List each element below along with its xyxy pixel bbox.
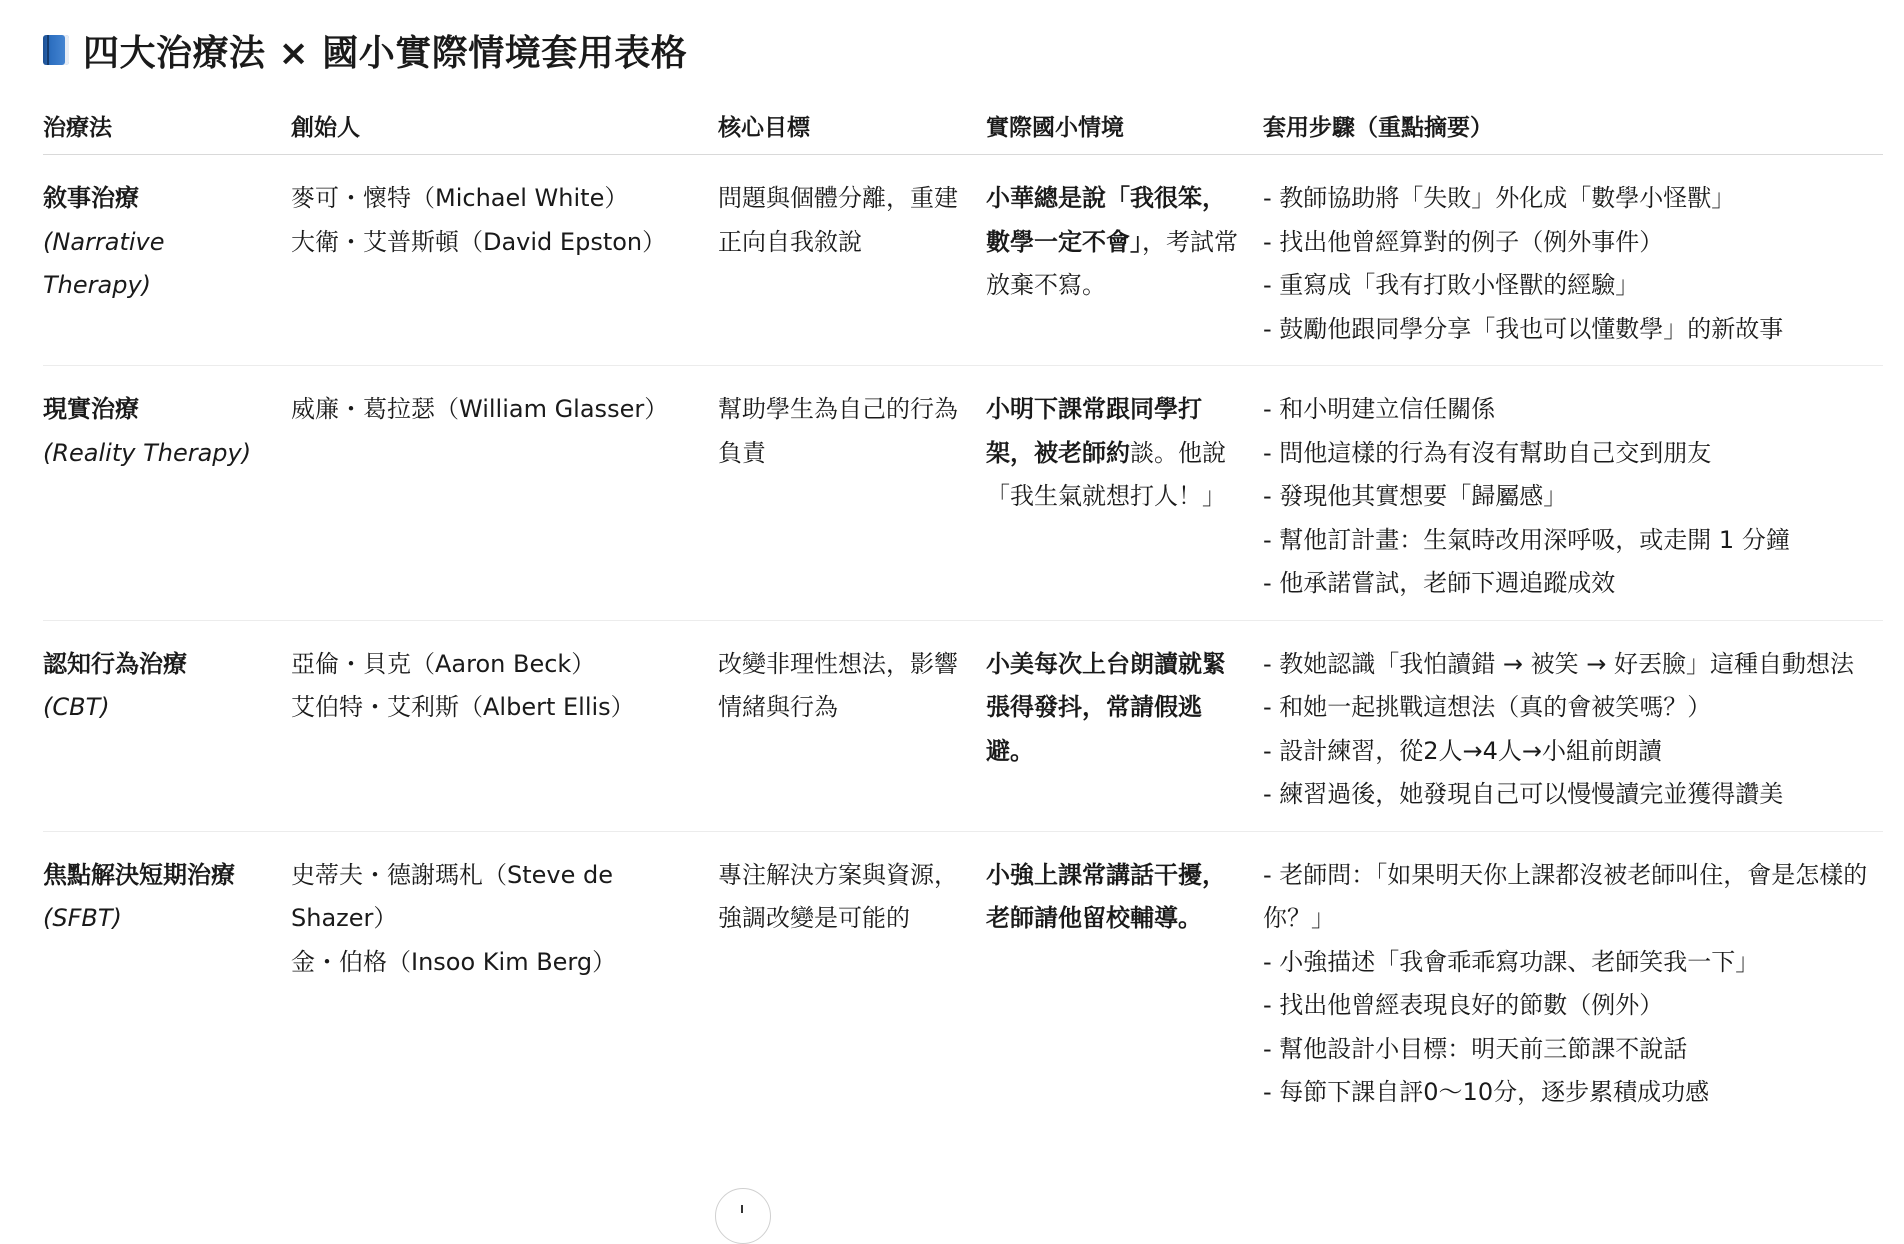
scroll-down-button[interactable] xyxy=(715,1188,771,1244)
page-title-text: 四大治療法 × 國小實際情境套用表格 xyxy=(83,32,688,74)
therapy-name-cell xyxy=(43,155,291,366)
therapy-name-cell xyxy=(43,831,291,1129)
step-item: - 和她一起挑戰這想法（真的會被笑嗎？） xyxy=(1263,693,1712,721)
case-bold-text: 小美每次上台朗讀就緊張得發抖，常請假逃避。 xyxy=(986,649,1226,765)
column-header-founder: 創始人 xyxy=(291,96,718,155)
steps-cell xyxy=(1263,831,1883,1129)
column-header-case: 實際國小情境 xyxy=(986,96,1263,155)
therapy-name-en: (Narrative Therapy) xyxy=(43,227,165,299)
table-header-row xyxy=(43,96,1883,155)
goal-cell: 改變非理性想法，影響情緒與行為 xyxy=(718,620,986,831)
therapy-name-cell xyxy=(43,366,291,621)
founder-name: 亞倫・貝克（Aaron Beck） xyxy=(291,649,596,678)
founder-name: 大衛・艾普斯頓（David Epston） xyxy=(291,227,667,256)
therapy-table xyxy=(43,96,1883,1129)
therapy-name-en: (CBT) xyxy=(43,693,110,721)
step-item: - 每節下課自評0～10分，逐步累積成功感 xyxy=(1263,1078,1710,1106)
arrow-down-icon xyxy=(741,1205,743,1213)
step-item: - 重寫成「我有打敗小怪獸的經驗」 xyxy=(1263,271,1640,299)
case-bold-text: 小明下課常跟同學打架，被老師約 xyxy=(986,395,1202,467)
table-row xyxy=(43,620,1883,831)
case-bold-text: 小華總是說「我很笨，數學一定不會」 xyxy=(986,184,1226,256)
therapy-name-zh: 認知行為治療 xyxy=(43,649,187,678)
step-item: - 和小明建立信任關係 xyxy=(1263,395,1496,423)
therapy-name-zh: 焦點解決短期治療 xyxy=(43,860,235,889)
document-page xyxy=(43,0,1883,1106)
step-item: - 發現他其實想要「歸屬感」 xyxy=(1263,482,1568,510)
step-item: - 設計練習，從2人→4人→小組前朗讀 xyxy=(1263,736,1663,765)
therapy-name-cell xyxy=(43,620,291,831)
page-title xyxy=(43,0,1883,76)
founder-name: 艾伯特・艾利斯（Albert Ellis） xyxy=(291,693,635,721)
steps-cell xyxy=(1263,155,1883,366)
step-item: - 找出他曾經表現良好的節數（例外） xyxy=(1263,991,1664,1019)
case-bold-text: 小強上課常講話干擾，老師請他留校輔導。 xyxy=(986,860,1226,932)
column-header-therapy: 治療法 xyxy=(43,96,291,155)
goal-cell: 問題與個體分離，重建正向自我敘說 xyxy=(718,155,986,366)
therapy-name-zh: 現實治療 xyxy=(43,395,139,423)
therapy-name-zh: 敘事治療 xyxy=(43,184,139,212)
step-item: - 小強描述「我會乖乖寫功課、老師笑我一下」 xyxy=(1263,947,1760,976)
founder-name: 麥可・懷特（Michael White） xyxy=(291,184,629,212)
founder-cell xyxy=(291,831,718,1129)
case-text: ，考試常放棄不寫。 xyxy=(986,227,1238,299)
step-item: - 練習過後，她發現自己可以慢慢讀完並獲得讚美 xyxy=(1263,780,1784,808)
step-item: - 找出他曾經算對的例子（例外事件） xyxy=(1263,227,1664,256)
step-item: - 鼓勵他跟同學分享「我也可以懂數學」的新故事 xyxy=(1263,314,1784,343)
step-item: - 問他這樣的行為有沒有幫助自己交到朋友 xyxy=(1263,438,1712,467)
step-item: - 教師協助將「失敗」外化成「數學小怪獸」 xyxy=(1263,184,1736,212)
case-cell xyxy=(986,155,1263,366)
founder-cell xyxy=(291,620,718,831)
table-row xyxy=(43,366,1883,621)
step-item: - 他承諾嘗試，老師下週追蹤成效 xyxy=(1263,569,1616,597)
table-row xyxy=(43,155,1883,366)
step-item: - 教她認識「我怕讀錯 → 被笑 → 好丟臉」這種自動想法 xyxy=(1263,649,1855,678)
case-cell xyxy=(986,366,1263,621)
founder-name: 史蒂夫・德謝瑪札（Steve de Shazer） xyxy=(291,860,614,932)
case-cell xyxy=(986,620,1263,831)
step-item: - 幫他設計小目標：明天前三節課不說話 xyxy=(1263,1034,1688,1063)
therapy-name-en: (Reality Therapy) xyxy=(43,438,252,467)
founder-name: 威廉・葛拉瑟（William Glasser） xyxy=(291,395,669,423)
founder-cell xyxy=(291,155,718,366)
goal-cell: 專注解決方案與資源，強調改變是可能的 xyxy=(718,860,958,932)
founder-name: 金・伯格（Insoo Kim Berg） xyxy=(291,947,617,976)
goal-cell: 幫助學生為自己的行為負責 xyxy=(718,366,986,621)
blue-book-icon xyxy=(43,35,69,65)
column-header-goal: 核心目標 xyxy=(718,96,986,155)
steps-cell xyxy=(1263,620,1883,831)
step-item: - 幫他訂計畫：生氣時改用深呼吸，或走開 1 分鐘 xyxy=(1263,525,1790,554)
step-item: - 老師問：「如果明天你上課都沒被老師叫住，會是怎樣的你？」 xyxy=(1263,860,1868,932)
case-cell xyxy=(986,831,1263,1129)
therapy-name-en: (SFBT) xyxy=(43,904,122,932)
steps-cell xyxy=(1263,366,1883,621)
case-text: 談。他說「我生氣就想打人！」 xyxy=(986,438,1226,510)
founder-cell xyxy=(291,366,718,621)
table-row xyxy=(43,831,1883,1129)
column-header-steps: 套用步驟（重點摘要） xyxy=(1263,96,1883,155)
